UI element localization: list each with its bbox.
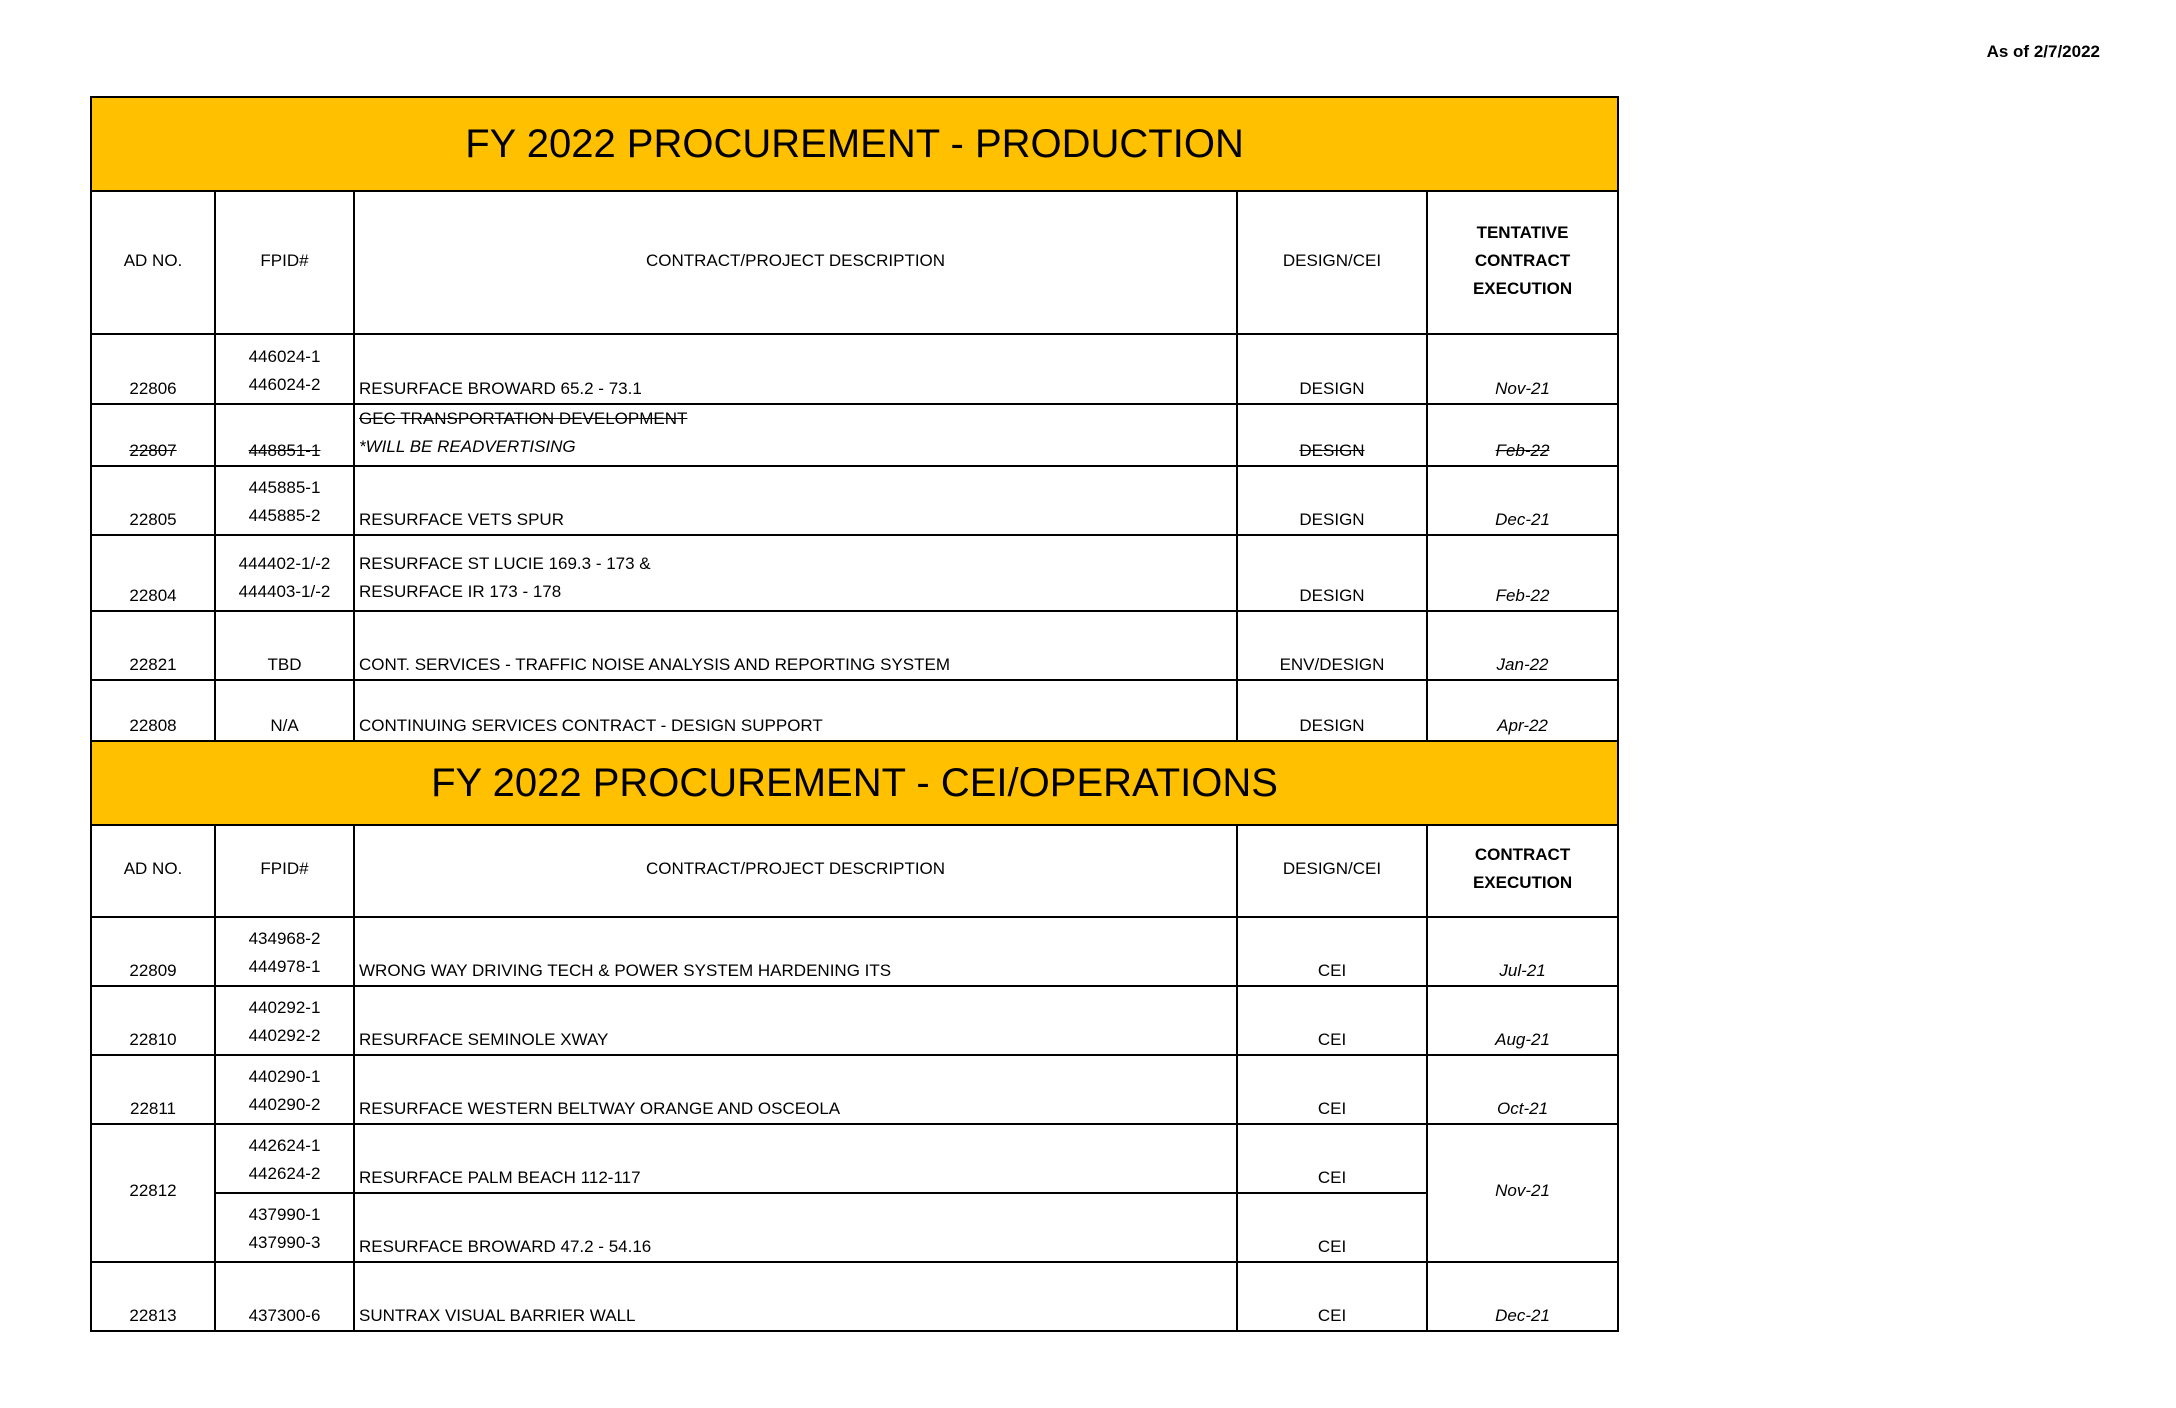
header-contract-execution: CONTRACT EXECUTION [1427, 825, 1618, 917]
fpid-cell: TBD [215, 611, 354, 680]
description-cell: RESURFACE PALM BEACH 112-117 [354, 1124, 1237, 1193]
design-cei-cell: ENV/DESIGN [1237, 611, 1427, 680]
ad-number: 22805 [91, 466, 215, 535]
ad-number: 22806 [91, 334, 215, 404]
design-cei-cell: CEI [1237, 1055, 1427, 1124]
production-header-row [91, 191, 1618, 334]
design-cei-cell: CEI [1237, 1262, 1427, 1331]
as-of-date: As of 2/7/2022 [1986, 42, 2100, 61]
ad-number: 22809 [91, 917, 215, 986]
header-description: CONTRACT/PROJECT DESCRIPTION [354, 191, 1237, 334]
ad-number: 22804 [91, 535, 215, 611]
fpid-cell: 445885-1 445885-2 [215, 466, 354, 535]
header-ad-no: AD NO. [91, 825, 215, 917]
ad-number: 22807 [91, 404, 215, 466]
fpid-cell: 446024-1 446024-2 [215, 334, 354, 404]
header-fpid: FPID# [215, 191, 354, 334]
design-cei-cell: DESIGN [1237, 334, 1427, 404]
ad-number: 22821 [91, 611, 215, 680]
execution-date: Jul-21 [1427, 917, 1618, 986]
production-title: FY 2022 PROCUREMENT - PRODUCTION [91, 97, 1618, 191]
table-row [91, 917, 1618, 986]
fpid-cell: 440292-1 440292-2 [215, 986, 354, 1055]
production-table [90, 96, 1619, 742]
execution-date: Jan-22 [1427, 611, 1618, 680]
execution-date: Aug-21 [1427, 986, 1618, 1055]
design-cei-cell: CEI [1237, 1193, 1427, 1262]
execution-date: Oct-21 [1427, 1055, 1618, 1124]
execution-date: Feb-22 [1427, 535, 1618, 611]
execution-date: Nov-21 [1427, 334, 1618, 404]
description-cell: CONT. SERVICES - TRAFFIC NOISE ANALYSIS AND REPORTING SYSTEM [354, 611, 1237, 680]
table-row [91, 1055, 1618, 1124]
design-cei-cell: DESIGN [1237, 404, 1427, 466]
description-cell: RESURFACE ST LUCIE 169.3 - 173 & RESURFACE IR 173 - 178 [354, 535, 1237, 611]
description-cell: WRONG WAY DRIVING TECH & POWER SYSTEM HARDENING ITS [354, 917, 1237, 986]
table-row [91, 334, 1618, 404]
fpid-cell: 442624-1 442624-2 [215, 1124, 354, 1193]
table-row [91, 535, 1618, 611]
design-cei-cell: DESIGN [1237, 680, 1427, 741]
execution-date: Feb-22 [1427, 404, 1618, 466]
table-row [91, 404, 1618, 466]
table-row [91, 1262, 1618, 1331]
design-cei-cell: CEI [1237, 917, 1427, 986]
ad-number: 22813 [91, 1262, 215, 1331]
description-cell: RESURFACE BROWARD 65.2 - 73.1 [354, 334, 1237, 404]
execution-date: Nov-21 [1427, 1124, 1618, 1262]
fpid-cell: 444402-1/-2 444403-1/-2 [215, 535, 354, 611]
cei-operations-table [90, 740, 1619, 1332]
table-row [91, 466, 1618, 535]
header-design-cei: DESIGN/CEI [1237, 825, 1427, 917]
description-cell: RESURFACE SEMINOLE XWAY [354, 986, 1237, 1055]
table-row [91, 1193, 1618, 1262]
ad-number: 22808 [91, 680, 215, 741]
table-row [91, 986, 1618, 1055]
design-cei-cell: DESIGN [1237, 466, 1427, 535]
description-cell: SUNTRAX VISUAL BARRIER WALL [354, 1262, 1237, 1331]
fpid-cell: 437990-1 437990-3 [215, 1193, 354, 1262]
table-row [91, 611, 1618, 680]
design-cei-cell: CEI [1237, 986, 1427, 1055]
ad-number: 22812 [91, 1124, 215, 1262]
description-cell: CONTINUING SERVICES CONTRACT - DESIGN SUPPORT [354, 680, 1237, 741]
cei-title: FY 2022 PROCUREMENT - CEI/OPERATIONS [91, 741, 1618, 825]
execution-date: Dec-21 [1427, 1262, 1618, 1331]
ad-number: 22810 [91, 986, 215, 1055]
execution-date: Apr-22 [1427, 680, 1618, 741]
ad-number: 22811 [91, 1055, 215, 1124]
header-description: CONTRACT/PROJECT DESCRIPTION [354, 825, 1237, 917]
description-cell: RESURFACE WESTERN BELTWAY ORANGE AND OSCEOLA [354, 1055, 1237, 1124]
fpid-cell: 434968-2 444978-1 [215, 917, 354, 986]
table-row [91, 680, 1618, 741]
design-cei-cell: CEI [1237, 1124, 1427, 1193]
header-fpid: FPID# [215, 825, 354, 917]
fpid-cell: 437300-6 [215, 1262, 354, 1331]
fpid-cell: 440290-1 440290-2 [215, 1055, 354, 1124]
table-row [91, 1124, 1618, 1193]
header-tentative-contract-execution: TENTATIVE CONTRACT EXECUTION [1427, 191, 1618, 334]
description-cell: RESURFACE BROWARD 47.2 - 54.16 [354, 1193, 1237, 1262]
header-design-cei: DESIGN/CEI [1237, 191, 1427, 334]
description-cell: GEC TRANSPORTATION DEVELOPMENT *WILL BE READVERTISING [354, 404, 1237, 466]
description-cell: RESURFACE VETS SPUR [354, 466, 1237, 535]
fpid-cell: 448851-1 [215, 404, 354, 466]
header-ad-no: AD NO. [91, 191, 215, 334]
fpid-cell: N/A [215, 680, 354, 741]
cei-header-row [91, 825, 1618, 917]
design-cei-cell: DESIGN [1237, 535, 1427, 611]
execution-date: Dec-21 [1427, 466, 1618, 535]
